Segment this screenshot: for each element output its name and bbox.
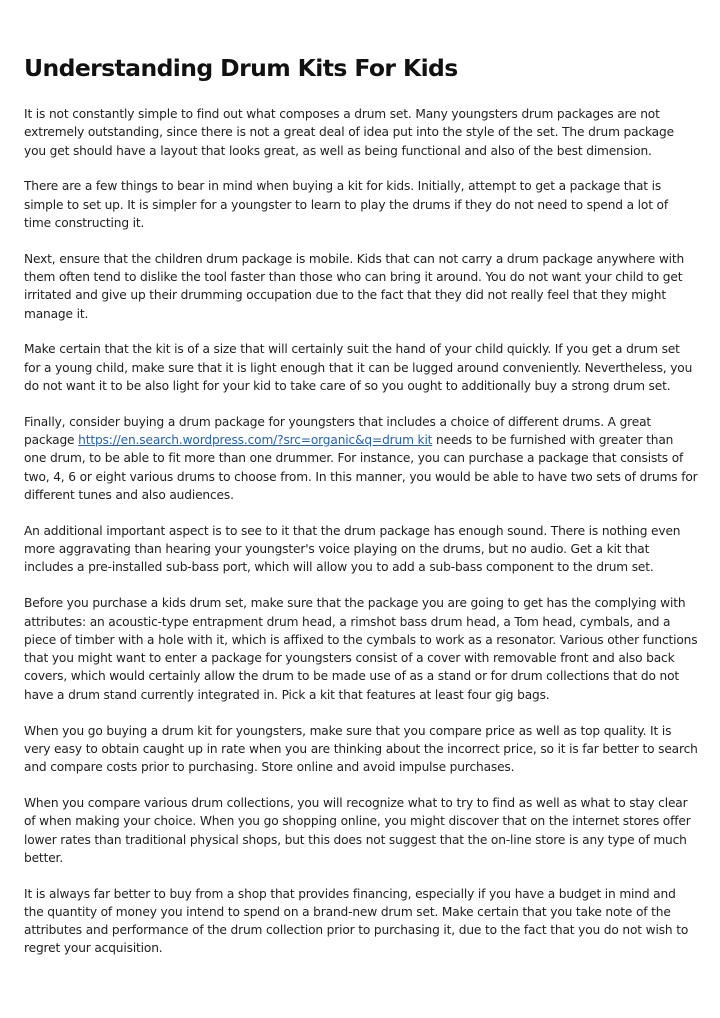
search-link[interactable]: https://en.search.wordpress.com/?src=organic&q=drum kit (78, 433, 433, 448)
article-paragraph-2: There are a few things to bear in mind when buying a kit for kids. Initially, attempt to get a package that is simple to set up. It is simpler for a youngster to learn to play the drums if they do not need to spend a lot of time constructing it. (24, 179, 668, 230)
article-paragraph-9: When you compare various drum collections, you will recognize what to try to find as well as what to stay clear of when making your choice. When you go shopping online, you might discover that on the internet stores offer lower rates than traditional physical shops, but this does not suggest that the on-line store is any type of much better. (24, 795, 691, 865)
paragraph-text-before-link: Finally, consider buying a drum package for youngsters that includes a choice of different drums. A great package (24, 414, 652, 448)
article-paragraph-6: An additional important aspect is to see to it that the drum package has enough sound. There is nothing even more aggravating than hearing your youngster's voice playing on the drums, but no audio. Get a kit that includes a pre-installed sub-bass port, which will allow you to add a sub-bass component to the drum set. (24, 523, 681, 575)
article-paragraph-7: Before you purchase a kids drum set, make sure that the package you are going to get has the complying with attributes: an acoustic-type entrapment drum head, a rimshot bass drum head, a Tom head, cymbals, and a piece of timber with a hole with it, which is affixed to the cymbals to work as a resonator. Various other functions that you might want to enter a package for youngsters consist of a cover with removable front and also back covers, which would certainly allow the drum to be made use of as a stand or for drum collections that do not have a drum stand currently integrated in. Pick a kit that features at least four gig bags. (24, 596, 698, 702)
article-paragraph-8: When you go buying a drum kit for youngsters, make sure that you compare price as well as top quality. It is very easy to obtain caught up in rate when you are thinking about the incorrect price, so it is far better to search and compare costs prior to purchasing. Store online and avoid impulse purchases. (24, 723, 698, 775)
paragraph-text-after-link: needs to be furnished with greater than one drum, to be able to fit more than one drummer. For instance, you can purchase a package that consists of two, 4, 6 or eight various drums to choose from. In this manner, you would be able to have two sets of drums for different tunes and also audiences. (24, 433, 698, 503)
article-paragraph-5 (24, 413, 698, 504)
article-title: Understanding Drum Kits For Kids (24, 54, 458, 82)
article-paragraph-4: Make certain that the kit is of a size that will certainly suit the hand of your child quickly. If you get a drum set for a young child, make sure that it is light enough that it can be lugged around conveniently. Nevertheless, you do not want it to be also light for your kid to take care of so you ought to additionally buy a strong drum set. (24, 342, 693, 394)
article-paragraph-1: It is not constantly simple to find out what composes a drum set. Many youngsters drum packages are not extremely outstanding, since there is not a great deal of idea put into the style of the set. The drum package you get should have a layout that looks great, as well as being functional and also of the best dimension. (24, 107, 674, 158)
article-paragraph-10: It is always far better to buy from a shop that provides financing, especially if you have a budget in mind and the quantity of money you intend to spend on a brand-new drum set. Make certain that you take note of the attributes and performance of the drum collection prior to purchasing it, due to the fact that you do not wish to regret your acquisition. (24, 886, 689, 956)
article-paragraph-3: Next, ensure that the children drum package is mobile. Kids that can not carry a drum package anywhere with them often tend to dislike the tool faster than those who can bring it around. You do not want your child to get irritated and give up their drumming occupation due to the fact that they did not really feel that they might manage it. (24, 251, 685, 321)
